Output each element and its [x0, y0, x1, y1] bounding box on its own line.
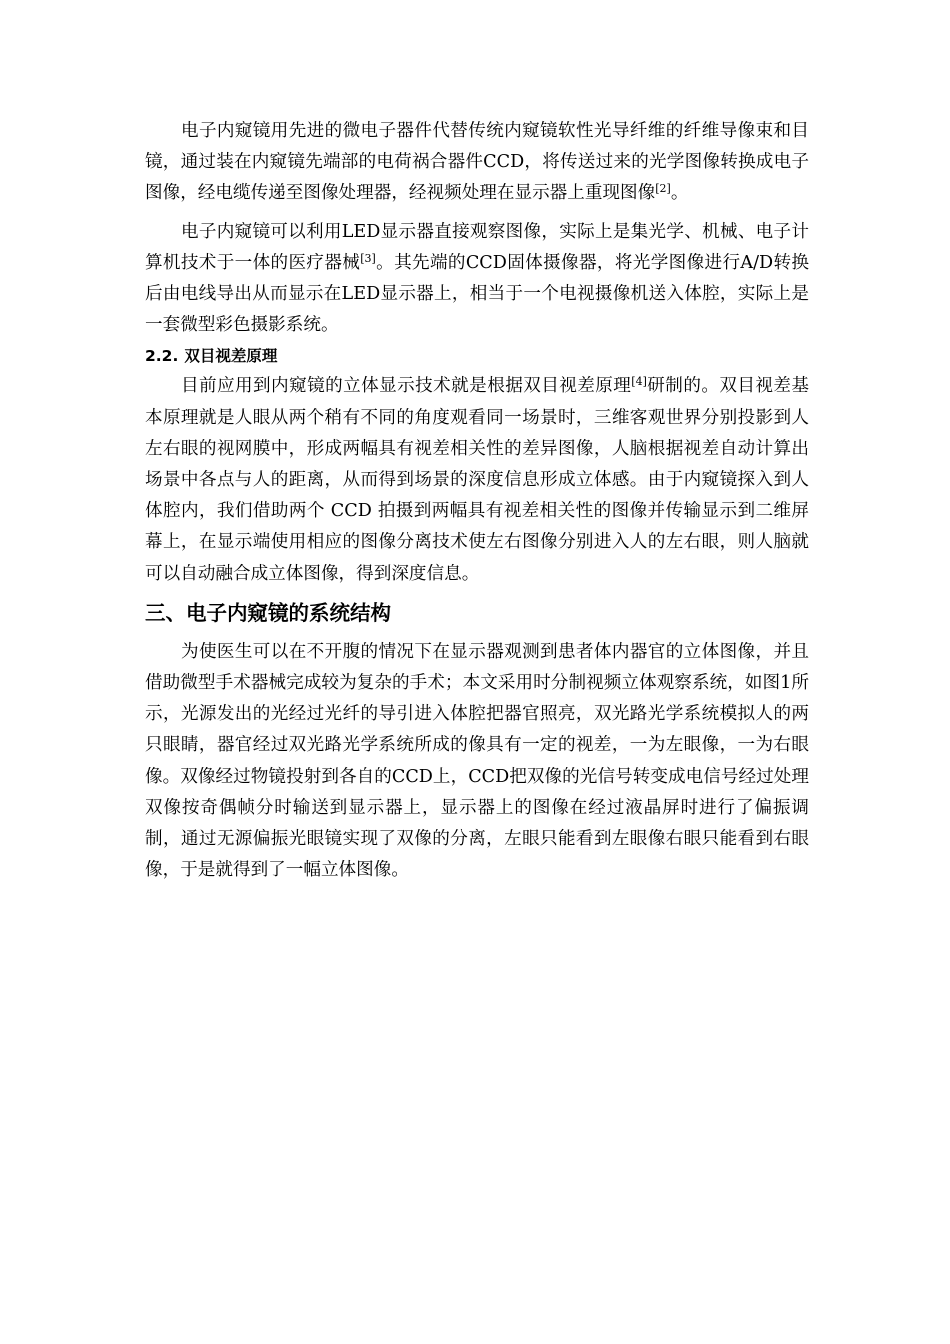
citation-ref-4: [4]	[631, 375, 647, 389]
citation-ref-2: [2]	[655, 182, 671, 196]
paragraph-text: 为使医生可以在不开腹的情况下在显示器观测到患者体内器官的立体图像，并且借助微型手术器械完成较为复杂的手术；本文采用时分制视频立体观察系统，如图1所示，光源发出的光经过光纤的导引进入体腔把器官照亮，双光路光学系统模拟人的两只眼睛，器官经过双光路光学系统所成的像具有一定的视差，一为左眼像，一为右眼像。双像经过物镜投射到各自的CCD上，CCD把双像的光信号转变成电信号经过处理双像按奇偶帧分时输送到显示器上，显示器上的图像在经过液晶屏时进行了偏振调制，通过无源偏振光眼镜实现了双像的分离，左眼只能看到左眼像右眼只能看到右眼像，于是就得到了一幅立体图像。	[145, 641, 809, 881]
paragraph-tail: 。	[670, 183, 689, 204]
paragraph-text-b: 研制的。双目视差基本原理就是人眼从两个稍有不同的角度观看同一场景时，三维客观世界分别投影到人左右眼的视网膜中，形成两幅具有视差相关性的差异图像，人脑根据视差自动计算出场景中各点与人的距离，从而得到场景的深度信息形成立体感。由于内窥镜探入到人体腔内，我们借助两个 CCD 拍摄到两幅具有视差相关性的图像并传输显示到二维屏幕上，在显示端使用相应的图像分离技术使左右图像分别进入人的左右眼，则人脑就可以自动融合成立体图像，得到深度信息。	[145, 376, 809, 584]
paragraph-text: 电子内窥镜用先进的微电子器件代替传统内窥镜软性光导纤维的纤维导像束和目镜，通过装在内窥镜先端部的电荷祸合器件CCD，将传送过来的光学图像转换成电子图像，经电缆传递至图像处理器，经视频处理在显示器上重现图像	[145, 121, 809, 204]
citation-ref-3: [3]	[360, 251, 376, 265]
paragraph-system-structure	[145, 637, 809, 887]
paragraph-text-a: 电子内窥镜可以利用LED显示器直接观察图像，实际上是集光学、机械、电子计算机技术于一体的医疗器械	[145, 221, 809, 273]
paragraph-electronic-endoscope-intro	[145, 116, 809, 210]
section-heading-2-2	[145, 341, 809, 371]
paragraph-text-a: 目前应用到内窥镜的立体显示技术就是根据双目视差原理	[181, 376, 632, 397]
paragraph-text-b: 。其先端的CCD固体摄像器，将光学图像进行A/D转换后由电线导出从而显示在LED显示器上，相当于一个电视摄像机送入体腔，实际上是一套微型彩色摄影系统。	[145, 252, 809, 336]
document-body	[145, 116, 809, 886]
section-title: 双目视差原理	[184, 347, 278, 366]
section-heading-3: 三、电子内窥镜的系统结构	[145, 600, 391, 625]
paragraph-binocular-parallax	[145, 371, 809, 589]
section-number: 2.2.	[145, 347, 179, 366]
paragraph-led-display	[145, 217, 809, 342]
